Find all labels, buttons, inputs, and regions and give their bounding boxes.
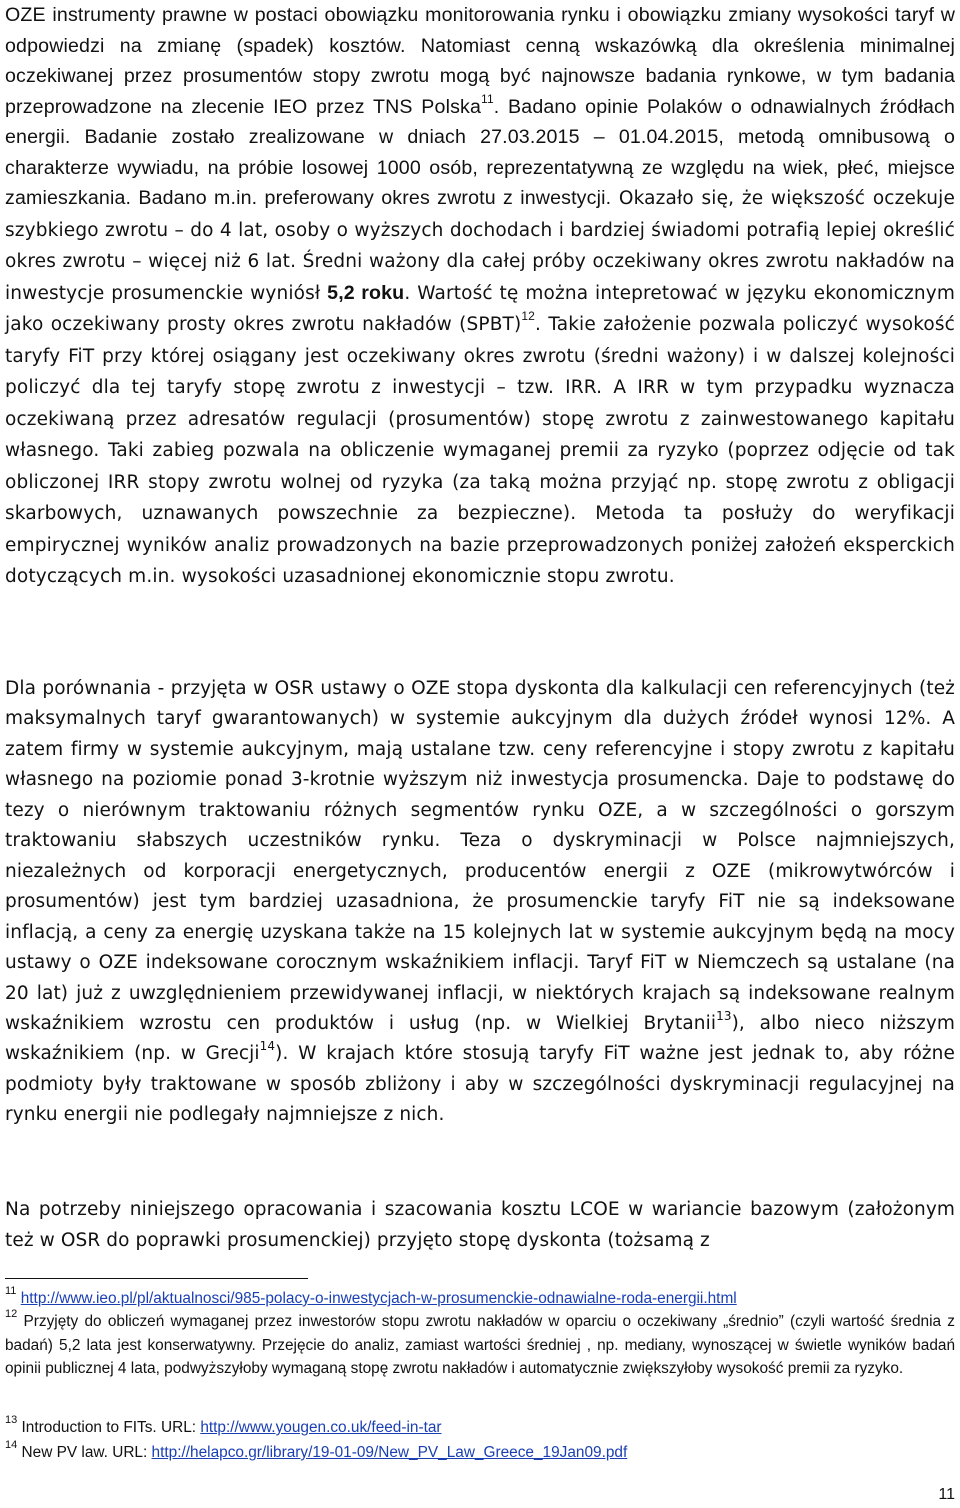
footnote-13-number: 13 [5,1413,18,1426]
footnote-11 [5,1284,955,1311]
footnote-11-link[interactable]: http://www.ieo.pl/pl/aktualnosci/985-polacy-o-inwestycjach-w-prosumenckie-odnawialne-roda-energii.html [20,1290,737,1307]
footnote-14-number: 14 [5,1438,18,1451]
body-paragraph-2 [5,674,955,1131]
footnote-14-link[interactable]: http://helapco.gr/library/19-01-09/New_PV_Law_Greece_19Jan09.pdf [151,1444,628,1461]
footnote-ref-13[interactable]: 13 [716,1008,732,1023]
paragraph-1-text-e: . Takie założenie pozwala policzyć wysokość taryfy FiT przy której osiągany jest oczekiwany okres zwrotu (średni ważony) i w dalszej kolejności policzyć dla tej taryfy stopę zwrotu z inwestycji – tzw. IRR. A IRR w tym przypadku wyznacza oczekiwaną przez adresatów regulacji (prosumentów) stopę zwrotu z zainwestowanego kapitału własnego. Taki zabieg pozwala na obliczenie wymaganej premii za ryzyko (poprzez odjęcie od tak obliczonej IRR stopy zwrotu wolnej od ryzyka (za taką można przyjąć np. stopę zwrotu z obligacji skarbowych, uznawanych powszechnie za bezpieczne). Metoda ta posłuży do weryfikacji empirycznej wyników analiz prowadzonych na bazie przeprowadzonych poniżej założeń eksperckich dotyczących m.in. wysokości uzasadnionej ekonomicznie stopu zwrotu. [5,314,955,587]
footnote-ref-12[interactable]: 12 [521,309,536,324]
paragraph-2-text-a: Dla porównania - przyjęta w OSR ustawy o OZE stopa dyskonta dla kalkulacji cen referencyjnych (też maksymalnych taryf gwarantowanych) w systemie aukcyjnym dla dużych źródeł wynosi 12%. A zatem firmy w systemie aukcyjnym, mają ustalane tzw. ceny referencyjne i stopy zwrotu z kapitału własnego na poziomie ponad 3-krotnie wyższym niż inwestycja prosumencka. Daje to podstawę do tezy o nierównym traktowaniu różnych segmentów rynku OZE, a w szczególności o gorszym traktowaniu słabszych uczestników rynku. Teza o dyskryminacji w Polsce najmniejszych, niezależnych od korporacji energetycznych, producentów energii z OZE (mikrowytwórców i prosumentów) jest tym bardziej uzasadniona, że prosumenckie taryfy FiT nie są indeksowane inflacją, a ceny za energię uzyskana także na 15 kolejnych lat w systemie aukcyjnym będą na mocy ustawy o OZE indeksowane corocznym wskaźnikiem inflacji. Taryf FiT w Niemczech są ustalane (na 20 lat) już z uwzględnieniem przewidywanej inflacji, w niektórych krajach są indeksowane realnym wskaźnikiem wzrostu cen produktów i usług (np. w Wielkiej Brytanii [5,678,955,1034]
footnote-14-text: New PV law. URL: [21,1444,152,1461]
paragraph-2-text-c: ). W krajach które stosują taryfy FiT ważne jest jednak to, aby różne podmioty były traktowane w sposób zbliżony i aby w szczególności dyskryminacji regulacyjnej na rynku energii nie podlegały najmniejsze z nich. [5,1043,955,1126]
footnote-ref-14[interactable]: 14 [259,1039,276,1054]
footnote-14 [5,1438,955,1465]
footnote-13-text: Introduction to FITs. URL: [21,1419,201,1436]
footnote-12-text: Przyjęty do obliczeń wymaganej przez inwestorów stopu zwrotu nakładów w oparciu o oczekiwany „średnio” (czyli wartość średnia z badań) 5,2 lata jest konserwatywny. Przejęcie do analiz, zamiast wartości średniej , np. mediany, wynoszącej w świetle wyników badań opinii publicznej 4 lata, podwyższyłoby wymaganą stopę zwrotu nakładów i automatycznie zwiększyłoby wysokość premii za ryzyko. [5,1313,956,1377]
footnote-12-number: 12 [5,1307,18,1320]
paragraph-1-text-d: . Wartość tę można intepretować w języku ekonomicznym jako oczekiwany prosty okres zwrotu nakładów (SPBT) [5,282,955,335]
page-number: 11 [938,1486,955,1503]
footnote-13-link[interactable]: http://www.yougen.co.uk/feed-in-tar [200,1419,442,1436]
body-paragraph-3 [5,1195,955,1256]
paragraph-1-text-a: OZE instrumenty prawne w postaci obowiązku monitorowania rynku i obowiązku zmiany wysokości taryf w odpowiedzi na zmianę (spadek) kosztów. Natomiast cenną wskazówką dla określenia minimalnej oczekiwanej przez prosumentów stopy zwrotu mogą być najnowsze badania rynkowe, w tym badania przeprowadzone na zlecenie IEO przez TNS Polska [5,4,955,118]
footnote-12 [5,1307,956,1381]
footnote-ref-11[interactable]: 11 [481,91,494,106]
footnote-11-number: 11 [5,1284,17,1297]
footnote-separator [5,1278,308,1279]
paragraph-3-text: Na potrzeby niniejszego opracowania i szacowania kosztu LCOE w wariancie bazowym (założonym też w OSR do poprawki prosumenckiej) przyjęto stopę dyskonta (tożsamą z [5,1199,955,1251]
body-paragraph-1 [5,0,955,593]
paragraph-1-text-b: . Badano opinie Polaków o odnawialnych źródłach energii. Badanie zostało zrealizowane w dniach 27.03.2015 – 01.04.2015, metodą omnibusową o charakterze wywiadu, na próbie losowej 1000 osób, reprezentatywną ze względu na wiek, płeć, miejsce zamieszkania. Badano m.in. preferowany okres zwrotu z inwestycji. [5,95,955,209]
paragraph-2-text-b: ), albo nieco niższym wskaźnikiem (np. w Grecji [5,1012,955,1065]
paragraph-1-text-c: Okazało się, że większość oczekuje szybkiego zwrotu – do 4 lat, osoby o wyższych dochodach i bardziej świadomi potrafią lepiej określić okres zwrotu – więcej niż 6 lat. Średni ważony dla całej próby oczekiwany okres zwrotu nakładów na inwestycje prosumenckie wyniósł [5,188,955,304]
paragraph-1-bold-value: 5,2 roku [327,281,405,304]
footnote-13 [5,1413,955,1440]
